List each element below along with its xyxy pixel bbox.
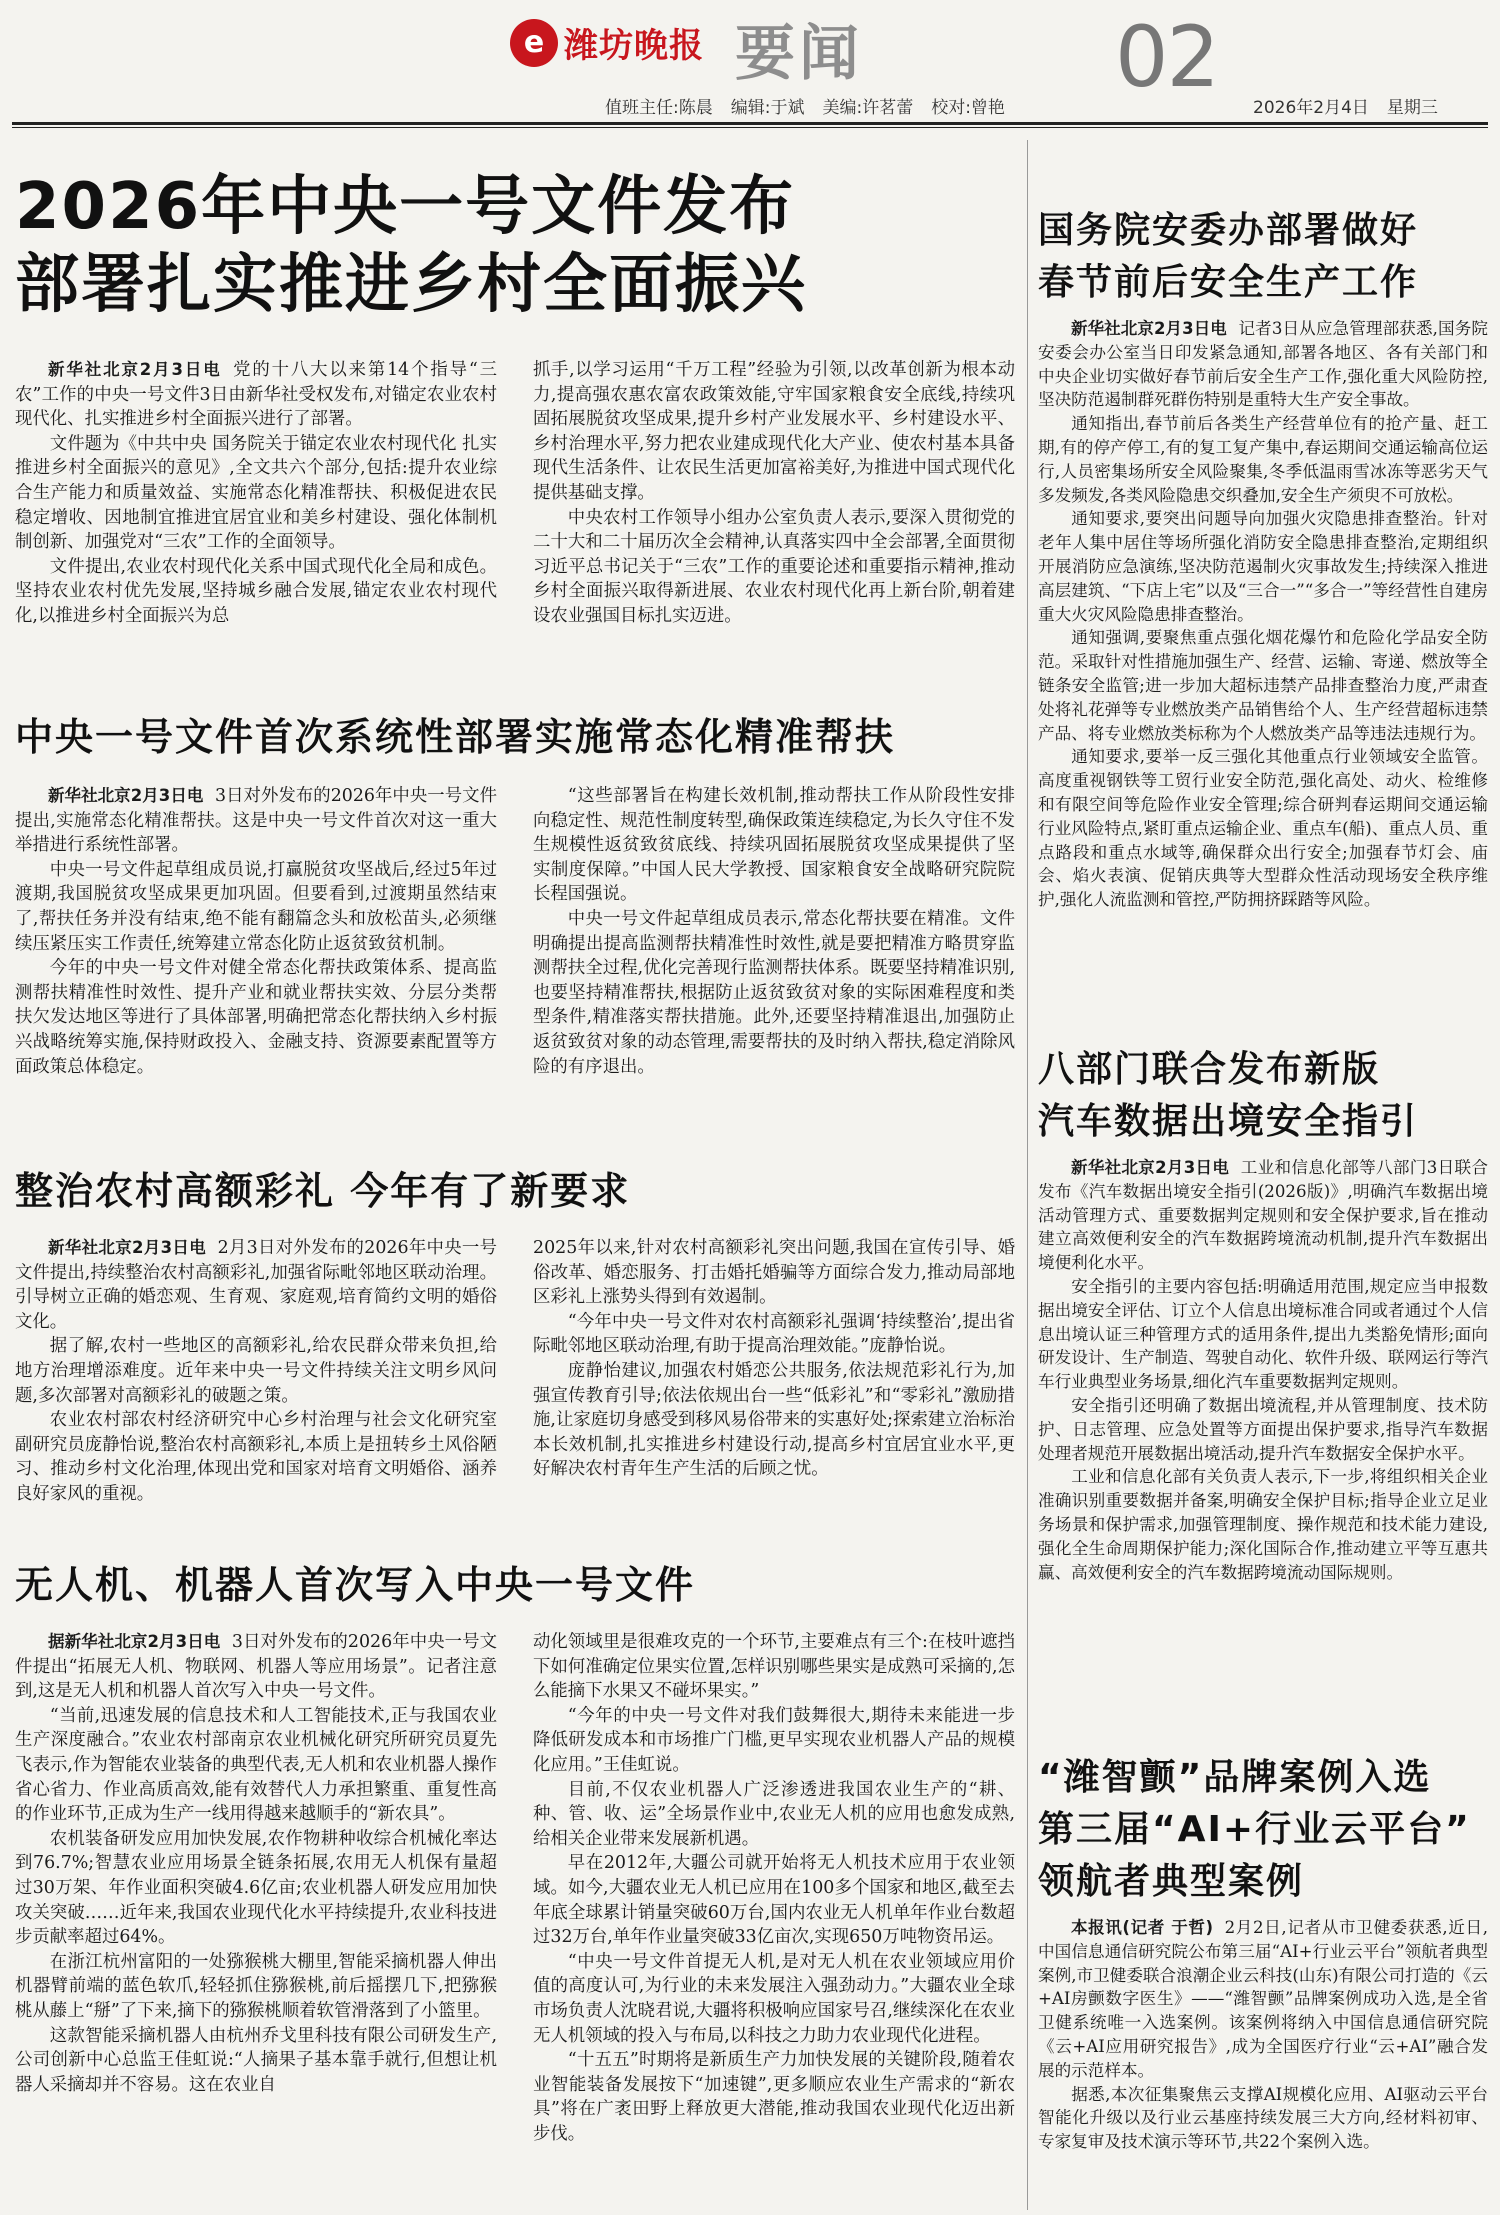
article-byline: 新华社北京2月3日电 (48, 1238, 207, 1257)
side-headline-line2: 第三届“AI+行业云平台” (1038, 1809, 1471, 1850)
side-headline[interactable] (1038, 1752, 1488, 1908)
article-paragraph: “当前,迅速发展的信息技术和人工智能技术,正与我国农业生产深度融合。”农业农村部南京农业机械化研究所研究员夏先飞表示,作为智能农业装备的典型代表,无人机和农业机器人操作省心省力、作业高质高效,能有效替代人力承担繁重、重复性高的作业环节,正成为生产一线用得越来越顺手的“新农具”。 (15, 1705, 497, 1825)
page-number: 02 (1115, 8, 1218, 106)
article-column-2 (533, 1630, 1015, 2146)
side-body (1038, 1156, 1488, 1584)
side-paragraph: 通知指出,春节前后各类生产经营单位有的抢产量、赶工期,有的停产停工,有的复工复产集中,春运期间交通运输高位运行,人员密集场所安全风险聚集,冬季低温雨雪冰冻等恶劣天气多发频发,各类风险隐患交织叠加,安全生产须臾不可放松。 (1038, 414, 1488, 505)
credit-editor: 编辑:于斌 (730, 98, 805, 118)
article-paragraph: 这款智能采摘机器人由杭州乔戈里科技有限公司研发生产,公司创新中心总监王佳虹说:“人摘果子基本靠手就行,但想让机器人采摘却并不容易。这在农业自 (15, 2025, 497, 2095)
article-paragraph: 目前,不仅农业机器人广泛渗透进我国农业生产的“耕、种、管、收、运”全场景作业中,农业无人机的应用也愈发成熟,给相关企业带来发展新机遇。 (533, 1779, 1015, 1849)
article-paragraph: 庞静怡建议,加强农村婚恋公共服务,依法规范彩礼行为,加强宣传教育引导;依法依规出台一些“低彩礼”和“零彩礼”激励措施,让家庭切身感受到移风易俗带来的实惠好处;探索建立治标治本长效机制,扎实推进乡村建设行动,提高乡村宜居宜业水平,更好解决农村青年生产生活的后顾之忧。 (533, 1360, 1015, 1480)
article-drones-robots (15, 1560, 1015, 2146)
lead-column-1 (15, 358, 497, 629)
side-paragraph: 安全指引的主要内容包括:明确适用范围,规定应当申报数据出境安全评估、订立个人信息出境标准合同或者通过个人信息出境认证三种管理方式的适用条件,提出九类豁免情形;面向研发设计、生产制造、驾驶自动化、软件升级、联网运行等汽车行业典型业务场景,细化汽车重要数据判定规则。 (1038, 1276, 1488, 1392)
side-paragraph: 安全指引还明确了数据出境流程,并从管理制度、技术防护、日志管理、应急处置等方面提出保护要求,指导汽车数据处理者规范开展数据出境活动,提升汽车数据安全保护水平。 (1038, 1395, 1488, 1463)
side-headline-line2: 春节前后安全生产工作 (1038, 262, 1419, 303)
article-paragraph: “十五五”时期将是新质生产力加快发展的关键阶段,随着农业智能装备发展按下“加速键”,更多顺应农业生产需求的“新农具”将在广袤田野上释放更大潜能,推动我国农业现代化迈出新步伐。 (533, 2050, 1015, 2144)
article-column-1 (15, 1630, 497, 2146)
article-paragraph: 据新华社北京2月3日电 3日对外发布的2026年中央一号文件提出“拓展无人机、物联网、机器人等应用场景”。记者注意到,这是无人机和机器人首次写入中央一号文件。 (15, 1632, 497, 1702)
issue-date: 2026年2月4日 (1253, 98, 1369, 118)
side-paragraph: 通知强调,要聚焦重点强化烟花爆竹和危险化学品安全防范。采取针对性措施加强生产、经营、运输、寄递、燃放等全链条安全监管;进一步加大超标违禁产品排查整治力度,严肃查处将礼花弹等专业燃放类产品销售给个人、生产经营超标违禁产品、将专业燃放类标称为个人燃放类产品等违法违规行为。 (1038, 628, 1488, 743)
article-paragraph: “这些部署旨在构建长效机制,推动帮扶工作从阶段性安排向稳定性、规范性制度转型,确保政策连续稳定,为长久守住不发生规模性返贫致贫底线、持续巩固拓展脱贫攻坚成果提供了坚实制度保障。”中国人民大学教授、国家粮食安全战略研究院院长程国强说。 (533, 786, 1015, 905)
issue-weekday: 星期三 (1386, 98, 1438, 118)
article-body (15, 1630, 1015, 2146)
side-article-safety (1038, 205, 1488, 912)
side-byline: 新华社北京2月3日电 (1071, 319, 1227, 338)
lead-column-2 (533, 358, 1015, 629)
article-paragraph: 中央一号文件起草组成员表示,常态化帮扶要在精准。文件明确提出提高监测帮扶精准性时效性,就是要把精准方略贯穿监测帮扶全过程,优化完善现行监测帮扶体系。既要坚持精准识别,也要坚持精准帮扶,根据防止返贫致贫对象的实际困难程度和类型条件,精准落实帮扶措施。此外,还要坚持精准退出,加强防止返贫致贫对象的动态管理,需要帮扶的及时纳入帮扶,稳定消除风险的有序退出。 (533, 908, 1015, 1077)
article-bride-price (15, 1166, 1015, 1507)
lead-byline: 新华社北京2月3日电 (48, 360, 222, 379)
editor-credits (605, 93, 1023, 118)
side-paragraph: 新华社北京2月3日电 记者3日从应急管理部获悉,国务院安委会办公室当日印发紧急通知,部署各地区、各有关部门和中央企业切实做好春节前后安全生产工作,强化重大风险防控,坚决防范遏制群死群伤特别是重特大生产安全事故。 (1038, 319, 1488, 410)
article-paragraph: 动化领域里是很难攻克的一个环节,主要难点有三个:在枝叶遮挡下如何准确定位果实位置,怎样识别哪些果实是成熟可采摘的,怎么能摘下水果又不碰坏果实。” (533, 1632, 1015, 1702)
lead-headline[interactable] (15, 168, 1015, 324)
article-headline[interactable]: 整治农村高额彩礼 今年有了新要求 (15, 1169, 631, 1213)
credit-proofreader: 校对:曾艳 (931, 98, 1005, 118)
credit-designer: 美编:许茗蕾 (822, 98, 914, 118)
article-headline[interactable]: 无人机、机器人首次写入中央一号文件 (15, 1563, 696, 1607)
lead-article (15, 168, 1015, 629)
article-paragraph: 农机装备研发应用加快发展,农作物耕种收综合机械化率达到76.7%;智慧农业应用场景全链条拓展,农用无人机保有量超过30万架、年作业面积突破4.6亿亩;农业机器人研发应用加快攻关突破……近年来,我国农业现代化水平持续提升,农业科技进步贡献率超过64%。 (15, 1828, 497, 1948)
lead-paragraph: 新华社北京2月3日电 党的十八大以来第14个指导“三农”工作的中央一号文件3日由新华社受权发布,对锚定农业农村现代化、扎实推进乡村全面振兴进行了部署。 (15, 360, 497, 430)
article-body (15, 784, 1015, 1079)
article-byline: 据新华社北京2月3日电 (48, 1632, 221, 1651)
article-paragraph: “中央一号文件首提无人机,是对无人机在农业领域应用价值的高度认可,为行业的未来发展注入强劲动力。”大疆农业全球市场负责人沈晓君说,大疆将积极响应国家号召,继续深化在农业无人机领域的投入与布局,以科技之力助力农业现代化进程。 (533, 1951, 1015, 2046)
article-column-1 (15, 1236, 497, 1507)
credit-duty-chief: 值班主任:陈晨 (605, 98, 713, 118)
column-divider (1027, 140, 1028, 2210)
dateline (1253, 93, 1456, 118)
side-paragraph: 通知要求,要举一反三强化其他重点行业领域安全监管。高度重视钢铁等工贸行业安全防范,强化高处、动火、检维修和有限空间等危险作业安全管理;综合研判春运期间交通运输行业风险特点,紧盯重点运输企业、重点车(船)、重点人员、重点路段和重点水域等,确保群众出行安全;加强春节灯会、庙会、焰火表演、促销庆典等大型群众性活动现场安全秩序维护,强化人流监测和管控,严防拥挤踩踏等风险。 (1038, 747, 1488, 910)
article-column-2 (533, 1236, 1015, 1507)
article-body (15, 1236, 1015, 1507)
side-body (1038, 317, 1488, 912)
side-headline-line3: 领航者典型案例 (1038, 1861, 1305, 1902)
article-column-1 (15, 784, 497, 1079)
article-column-2 (533, 784, 1015, 1079)
side-headline-line1: 八部门联合发布新版 (1038, 1049, 1381, 1090)
lead-body (15, 358, 1015, 629)
lead-headline-line1: 2026年中央一号文件发布 (15, 170, 796, 244)
side-paragraph: 新华社北京2月3日电 工业和信息化部等八部门3日联合发布《汽车数据出境安全指引(2026版)》,明确汽车数据出境活动管理方式、重要数据判定规则和安全保护要求,旨在推动建立高效便利安全的汽车数据跨境流动机制,提升汽车数据出境便利化水平。 (1038, 1158, 1488, 1273)
side-headline[interactable] (1038, 1044, 1488, 1148)
side-article-auto-data (1038, 1044, 1488, 1584)
article-paragraph: “今年的中央一号文件对我们鼓舞很大,期待未来能进一步降低研发成本和市场推广门槛,更早实现农业机器人产品的规模化应用。”王佳虹说。 (533, 1705, 1015, 1775)
article-paragraph: 在浙江杭州富阳的一处猕猴桃大棚里,智能采摘机器人伸出机器臂前端的蓝色软爪,轻轻抓住猕猴桃,前后摇摆几下,把猕猴桃从藤上“掰”了下来,摘下的猕猴桃顺着软管滑落到了小篮里。 (15, 1951, 497, 2021)
side-byline: 本报讯(记者 于哲) (1071, 1918, 1214, 1937)
side-headline-line1: 国务院安委办部署做好 (1038, 210, 1419, 251)
side-paragraph: 通知要求,要突出问题导向加强火灾隐患排查整治。针对老年人集中居住等场所强化消防安全隐患排查整治,定期组织开展消防应急演练,坚决防范遏制火灾事故发生;持续深入推进高层建筑、“下店上宅”以及“三合一”“多合一”等经营性自建房重大火灾风险隐患排查整治。 (1038, 509, 1488, 624)
lead-headline-line2: 部署扎实推进乡村全面振兴 (15, 248, 807, 322)
article-paragraph: 今年的中央一号文件对健全常态化帮扶政策体系、提高监测帮扶精准性时效性、提升产业和就业帮扶实效、分层分类帮扶欠发达地区等进行了具体部署,明确把常态化帮扶纳入乡村振兴战略统筹实施,保持财政投入、金融支持、资源要素配置等方面政策总体稳定。 (15, 958, 497, 1077)
side-paragraph: 本报讯(记者 于哲) 2月2日,记者从市卫健委获悉,近日,中国信息通信研究院公布第三届“AI+行业云平台”领航者典型案例,市卫健委联合浪潮企业云科技(山东)有限公司打造的《云+AI房颤数字医生》——“潍智颤”品牌案例成功入选,是全省卫健系统唯一入选案例。该案例将纳入中国信息通信研究院《云+AI应用研究报告》,成为全国医疗行业“云+AI”融合发展的示范样本。 (1038, 1918, 1488, 2080)
masthead-rule-thin (12, 127, 1488, 128)
side-paragraph: 据悉,本次征集聚焦云支撑AI规模化应用、AI驱动云平台智能化升级以及行业云基座持续发展三大方向,经材料初审、专家复审及技术演示等环节,共22个案例入选。 (1038, 2084, 1488, 2152)
article-paragraph: “今年中央一号文件对农村高额彩礼强调‘持续整治’,提出省际毗邻地区联动治理,有助于提高治理效能。”庞静怡说。 (533, 1311, 1015, 1357)
side-body (1038, 1916, 1488, 2154)
article-paragraph: 中央一号文件起草组成员说,打赢脱贫攻坚战后,经过5年过渡期,我国脱贫攻坚成果更加巩固。但要看到,过渡期虽然结束了,帮扶任务并没有结束,绝不能有翻篇念头和放松苗头,必须继续压紧压实工作责任,统筹建立常态化防止返贫致贫机制。 (15, 859, 497, 954)
side-article-weizhichan (1038, 1752, 1488, 2154)
article-paragraph: 新华社北京2月3日电 2月3日对外发布的2026年中央一号文件提出,持续整治农村高额彩礼,加强省际毗邻地区联动治理。引导树立正确的婚恋观、生育观、家庭观,培育简约文明的婚俗文化。 (15, 1238, 498, 1332)
side-paragraph: 工业和信息化部有关负责人表示,下一步,将组织相关企业准确识别重要数据并备案,明确安全保护目标;指导企业立足业务场景和保护需求,加强管理制度、操作规范和技术能力建设,强化全生命周期保护能力;深化国际合作,推动建立平等互惠共赢、高效便利安全的汽车数据跨境流动国际规则。 (1038, 1467, 1488, 1582)
article-paragraph: 新华社北京2月3日电 3日对外发布的2026年中央一号文件提出,实施常态化精准帮扶。这是中央一号文件首次对这一重大举措进行系统性部署。 (15, 786, 497, 856)
lead-paragraph: 文件提出,农业农村现代化关系中国式现代化全局和成色。坚持农业农村优先发展,坚持城乡融合发展,锚定农业农村现代化,以推进乡村全面振兴为总 (15, 556, 497, 626)
lead-paragraph: 中央农村工作领导小组办公室负责人表示,要深入贯彻党的二十大和二十届历次全会精神,认真落实四中全会部署,全面贯彻习近平总书记关于“三农”工作的重要论述和重要指示精神,推动乡村全面振兴取得新进展、农业农村现代化再上新台阶,朝着建设农业强国目标扎实迈进。 (533, 507, 1015, 626)
lead-paragraph: 文件题为《中共中央 国务院关于锚定农业农村现代化 扎实推进乡村全面振兴的意见》,全文共六个部分,包括:提升农业综合生产能力和质量效益、实施常态化精准帮扶、积极促进农民稳定增收、因地制宜推进宜居宜业和美乡村建设、强化体制机制创新、加强党对“三农”工作的全面领导。 (15, 433, 497, 553)
masthead-rule (12, 122, 1488, 125)
article-paragraph: 早在2012年,大疆公司就开始将无人机技术应用于农业领域。如今,大疆农业无人机已应用在100多个国家和地区,截至去年底全球累计销量突破60万台,国内农业无人机单年作业台数超过32万台,单年作业量突破33亿亩次,实现650万吨物资吊运。 (533, 1853, 1015, 1948)
article-headline[interactable]: 中央一号文件首次系统性部署实施常态化精准帮扶 (15, 715, 896, 759)
newspaper-logo[interactable] (510, 18, 704, 67)
side-byline: 新华社北京2月3日电 (1071, 1158, 1230, 1177)
article-paragraph: 农业农村部农村经济研究中心乡村治理与社会文化研究室副研究员庞静怡说,整治农村高额彩礼,本质上是扭转乡土风俗陋习、推动乡村文化治理,体现出党和国家对培育文明婚俗、涵养良好家风的重视。 (15, 1410, 497, 1504)
section-name: 要闻 (735, 19, 863, 89)
article-byline: 新华社北京2月3日电 (48, 786, 204, 805)
article-paragraph: 2025年以来,针对农村高额彩礼突出问题,我国在宣传引导、婚俗改革、婚恋服务、打击婚托婚骗等方面综合发力,推动局部地区彩礼上涨势头得到有效遏制。 (533, 1238, 1015, 1308)
paper-name: 潍坊晚报 (564, 26, 704, 66)
side-headline-line2: 汽车数据出境安全指引 (1038, 1101, 1419, 1142)
article-precision-aid (15, 712, 1015, 1079)
article-paragraph: 据了解,农村一些地区的高额彩礼,给农民群众带来负担,给地方治理增添难度。近年来中央一号文件持续关注文明乡风问题,多次部署对高额彩礼的破题之策。 (15, 1336, 497, 1406)
lead-paragraph: 抓手,以学习运用“千万工程”经验为引领,以改革创新为根本动力,提高强农惠农富农政策效能,守牢国家粮食安全底线,持续巩固拓展脱贫攻坚成果,提升乡村产业发展水平、乡村建设水平、乡村治理水平,努力把农业建成现代化大产业、使农村基本具备现代生活条件、让农民生活更加富裕美好,为推进中国式现代化提供基础支撑。 (533, 360, 1015, 503)
masthead (0, 0, 1500, 120)
side-headline-line1: “潍智颤”品牌案例入选 (1038, 1757, 1432, 1798)
side-headline[interactable] (1038, 205, 1488, 309)
logo-emblem-icon: e (510, 19, 558, 67)
